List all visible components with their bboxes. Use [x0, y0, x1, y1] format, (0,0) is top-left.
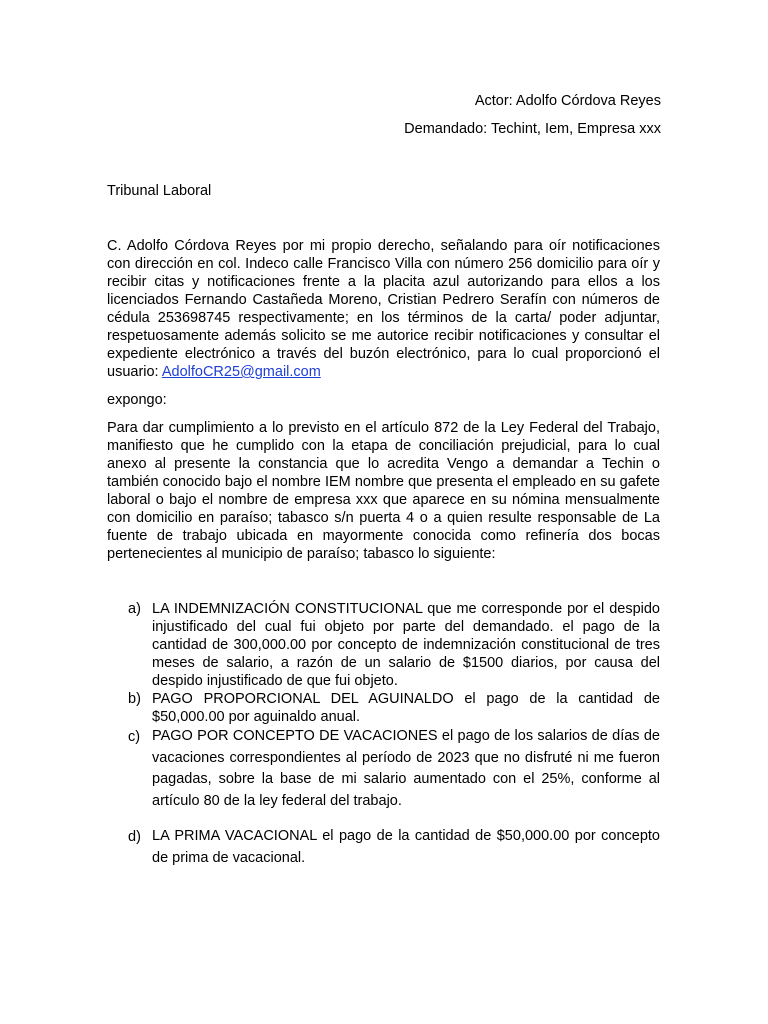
defendant-line: Demandado: Techint, Iem, Empresa xxx — [404, 121, 661, 137]
list-item — [128, 726, 660, 812]
court-name: Tribunal Laboral — [107, 183, 212, 199]
body-paragraph: Para dar cumplimiento a lo previsto en el artículo 872 de la Ley Federal del Trabajo, manifiesto que he cumplido con la etapa de conciliación prejudicial, para lo cual anexo al presente la constancia que lo acredita Vengo a demandar a Techin o también conocido bajo el nombre IEM nombre que presenta el empleado en su gafete laboral o bajo el nombre de empresa xxx que aparece en su nómina mensualmente con domicilio en paraíso; tabasco s/n puerta 4 o a quien resulte responsable de La fuente de trabajo ubicada en mayormente conocida como refinería dos bocas pertenecientes al municipio de paraíso; tabasco lo siguiente: — [107, 420, 660, 562]
list-item-text: PAGO POR CONCEPTO DE VACACIONES el pago de los salarios de días de vacaciones correspondientes al período de 2023 que no disfruté ni me fueron pagadas, sobre la base de mi salario aumentado con el 25%, conforme al artículo 80 de la ley federal del trabajo. — [152, 728, 660, 809]
list-marker: d) — [128, 829, 141, 845]
intro-paragraph — [107, 237, 660, 381]
list-item — [128, 826, 660, 869]
intro-text: C. Adolfo Córdova Reyes por mi propio derecho, señalando para oír notificaciones con dirección en col. Indeco calle Francisco Villa con número 256 domicilio para oír y recibir citas y notificaciones frente a la placita azul autorizando para ellos a los licenciados Fernando Castañeda Moreno, Cristian Pedrero Serafín con números de cédula 253698745 respectivamente; en los términos de la carta/ poder adjuntar, respetuosamente además solicito se me autorice recibir notificaciones y consultar el expediente electrónico a través del buzón electrónico, para lo cual proporcionó el usuario: — [107, 238, 660, 380]
expongo-label: expongo: — [107, 392, 167, 408]
list-marker: c) — [128, 729, 141, 745]
list-marker: a) — [128, 601, 141, 617]
actor-line: Actor: Adolfo Córdova Reyes — [474, 93, 661, 109]
list-item-text: PAGO PROPORCIONAL DEL AGUINALDO el pago de la cantidad de $50,000.00 por aguinaldo anual. — [152, 691, 660, 725]
claims-list — [128, 600, 660, 812]
list-item — [128, 690, 660, 726]
list-item-text: LA PRIMA VACACIONAL el pago de la cantidad de $50,000.00 por concepto de prima de vacacional. — [152, 828, 660, 866]
list-item — [128, 600, 660, 690]
list-item-text: LA INDEMNIZACIÓN CONSTITUCIONAL que me corresponde por el despido injustificado del cual fui objeto por parte del demandado. el pago de la cantidad de 300,000.00 por concepto de indemnización constitucional de tres meses de salario, a razón de un salario de $1500 diarios, por causa del despido injustificado de que fui objeto. — [152, 601, 660, 689]
claims-list-continued — [128, 826, 660, 869]
list-marker: b) — [128, 691, 141, 707]
email-link[interactable]: AdolfoCR25@gmail.com — [161, 364, 321, 380]
